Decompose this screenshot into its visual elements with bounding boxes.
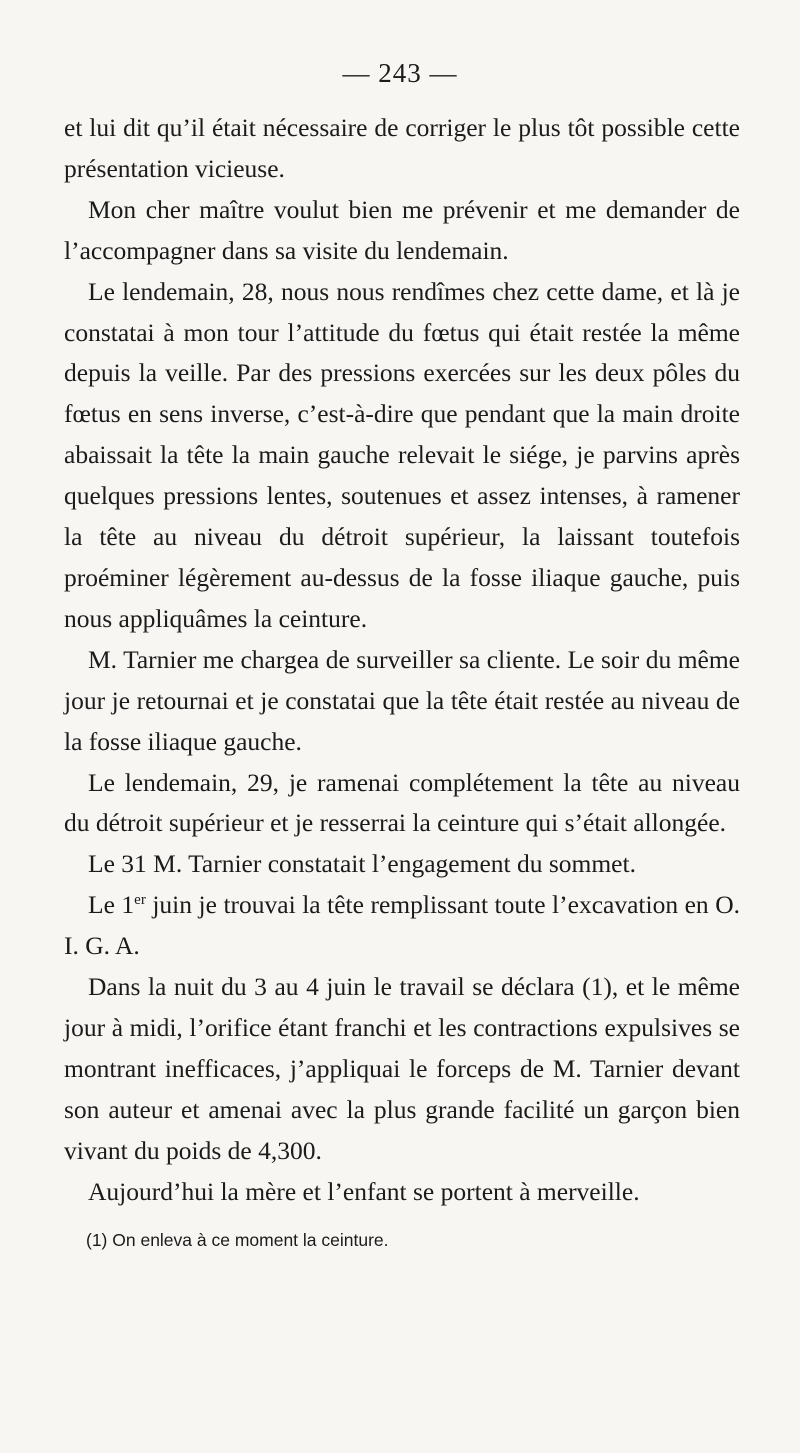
paragraph-8: Dans la nuit du 3 au 4 juin le travail se déclara (1), et le même jour à midi, l’orifice étant franchi et les contractions expulsives se montrant inefficaces, j’appliquai le forceps de M. Tarnier devant son auteur et amenai avec la plus grande facilité un garçon bien vivant du poids de 4,300. [64, 972, 740, 1165]
ordinal-superscript: er [134, 892, 146, 909]
paragraph-7-start: Le 1 [88, 890, 135, 920]
paragraph-4: M. Tarnier me chargea de surveiller sa cliente. Le soir du même jour je retournai et je constatai que la tête était restée au niveau de la fosse iliaque gauche. [64, 644, 740, 756]
paragraph-5: Le lendemain, 29, je ramenai complétement la tête au niveau du détroit supérieur et je resserrai la ceinture qui s’était allongée. [64, 767, 740, 838]
paragraph-9: Aujourd’hui la mère et l’enfant se portent à merveille. [88, 1176, 640, 1206]
paragraph-1: et lui dit qu’il était nécessaire de corriger le plus tôt possible cette présentation vicieuse. [64, 113, 740, 183]
paragraph-6: Le 31 M. Tarnier constatait l’engagement du sommet. [88, 849, 636, 879]
paragraph-7-rest: juin je trouvai la tête remplissant toute l’excavation en O. I. G. A. [64, 890, 740, 961]
paragraph-3: Le lendemain, 28, nous nous rendîmes chez cette dame, et là je constatai à mon tour l’attitude du fœtus qui était restée la même depuis la veille. Par des pressions exercées sur les deux pôles du fœtus en sens inverse, c’est-à-dire que pendant que la main droite abaissait la tête la main gauche relevait le siége, je parvins après quelques pressions lentes, soutenues et assez intenses, à ramener la tête au niveau du détroit supérieur, la laissant toutefois proéminer légèrement au-dessus de la fosse iliaque gauche, puis nous appliquâmes la ceinture. [64, 276, 740, 633]
footnote: (1) On enleva à ce moment la ceinture. [86, 1230, 389, 1250]
paragraph-2: Mon cher maître voulut bien me prévenir et me demander de l’accompagner dans sa visite du lendemain. [64, 194, 740, 265]
paragraph-7 [64, 885, 740, 967]
page-number: — 243 — [342, 58, 458, 88]
body-text [64, 108, 740, 1212]
